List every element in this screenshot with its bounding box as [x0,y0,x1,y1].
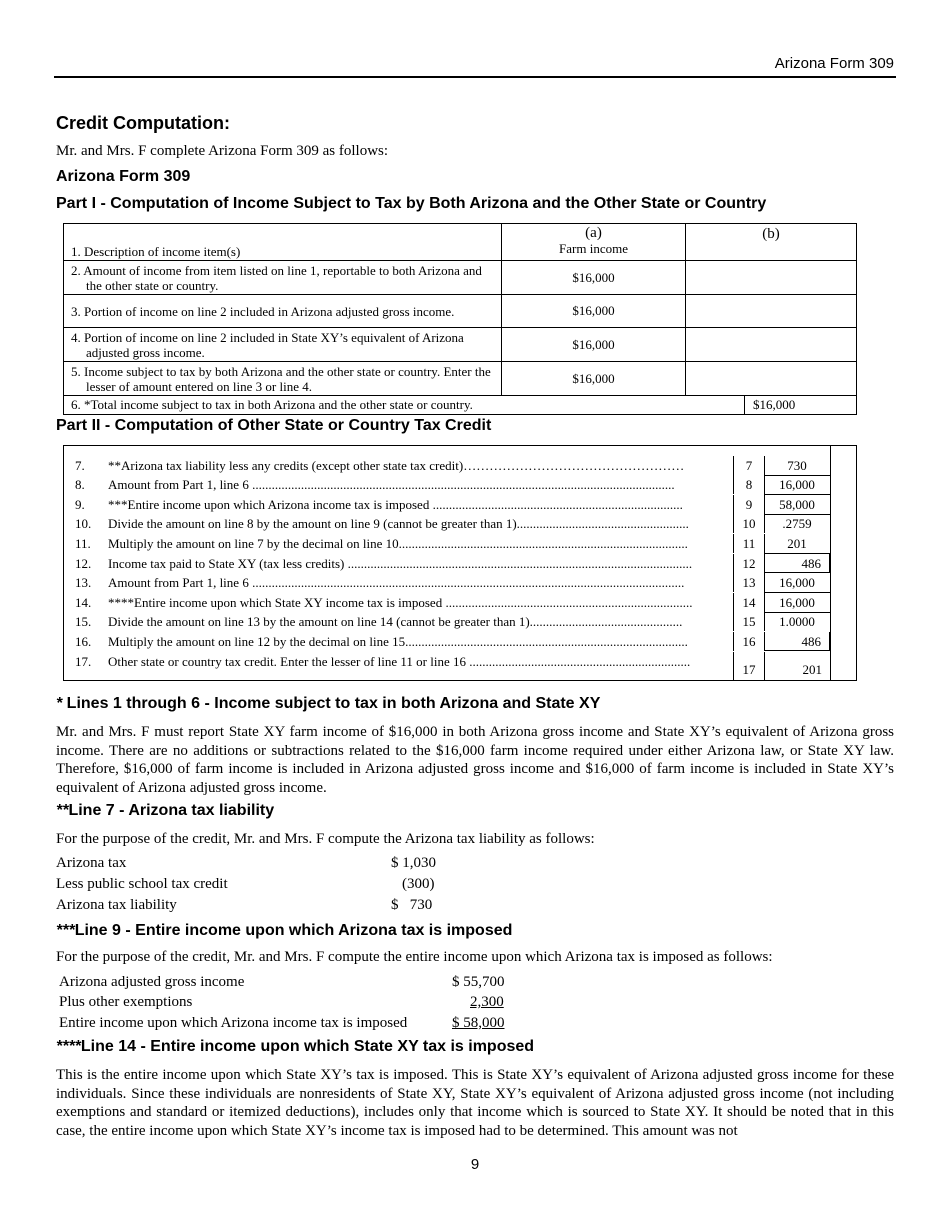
table-row [64,261,857,295]
line-description: Amount from Part 1, line 6 ..................................................................................................................................... [108,575,685,590]
line-value: 16,000 [764,593,831,613]
part2-row-8 [64,475,856,494]
note3-row2-label: Plus other exemptions [59,994,193,1010]
line-value: 58,000 [764,495,831,515]
part1-row4-a: $16,000 [502,328,686,362]
part1-row3-b [686,295,857,328]
table-row [64,396,857,415]
line-number: 15. [75,614,92,629]
line-description: Amount from Part 1, line 6 .................................................................................................................................. [108,477,675,492]
note3-row2-value: 2,300 [470,994,504,1010]
note2-row2-value: (300) [402,876,435,892]
line-number: 8. [75,477,85,492]
line-number: 12. [75,556,92,571]
part1-table [63,223,857,415]
part1-row1-col-a [502,224,686,261]
note2-row1-value: $ 1,030 [391,855,436,871]
page-number: 9 [470,1156,480,1173]
note3-row3-value: $ 58,000 [452,1015,505,1031]
part2-row-13 [64,573,856,592]
part2-row-9 [64,495,856,514]
credit-computation-intro: Mr. and Mrs. F complete Arizona Form 309 as follows: [56,143,389,159]
col-a-header: (a) [585,225,602,241]
line-number: 16. [75,634,92,649]
note3-title: Line 9 - Entire income upon which Arizona tax is imposed [74,922,513,939]
note3-intro: For the purpose of the credit, Mr. and Mrs. F compute the entire income upon which Arizona tax is imposed as follows: [56,949,773,965]
part1-title: Part I - Computation of Income Subject to Tax by Both Arizona and the Other State or Country [56,195,767,212]
part2-row-14 [64,593,856,612]
line-description: ***Entire income upon which Arizona income tax is imposed ............................................................................. [108,497,683,512]
part1-row3-a: $16,000 [502,295,686,328]
table-row [64,224,857,261]
line-number: 7. [75,458,85,473]
line-number: 11. [75,536,91,551]
note1-heading [56,695,600,713]
part1-row2-b [686,261,857,295]
note2-asterisk: ** [56,802,69,819]
part1-row2-desc: 2. Amount of income from item listed on line 1, reportable to both Arizona and the other state or country. [64,261,502,295]
line-value: 486 [764,554,830,573]
line-box-number: 12 [733,554,765,573]
note4-asterisk: **** [56,1038,81,1055]
line-value: 201 [802,662,822,677]
note3-row1-value: $ 55,700 [452,974,505,990]
section-title-credit-computation: Credit Computation: [56,113,230,133]
line-box-number: 17 [733,652,765,680]
line-box-number: 10 [733,514,765,533]
line-box-number: 15 [733,612,765,631]
note4-body: This is the entire income upon which State XY’s tax is imposed. This is State XY’s equivalent of Arizona adjusted gross income for these individuals. Since these individuals are nonresidents of State XY, State XY’s equivalent of Arizona adjusted gross income (not including exemptions and standard or itemized deductions), includes only that income which is sourced to State XY. It should be noted that in this case, the entire income upon which State XY’s income tax is imposed had to be determined. This amount was not [56,1067,894,1140]
line-box-number: 14 [733,593,765,612]
note2-row1-label: Arizona tax [56,855,127,871]
line-value: 486 [764,632,830,651]
line-description: Other state or country tax credit. Enter the lesser of line 11 or line 16 .................................................................... [108,654,691,669]
note2-row2-label: Less public school tax credit [56,876,228,892]
line-box-number: 11 [733,534,765,553]
part1-row5-b [686,362,857,396]
note2-row3-value: $ 730 [391,897,433,913]
table-row [64,362,857,396]
line-description: Income tax paid to State XY (tax less credits) .......................................................................................................... [108,556,693,571]
part2-row-10 [64,514,856,533]
part1-row1-col-b [686,224,857,261]
line-description: ****Entire income upon which State XY income tax is imposed ............................................................................ [108,595,693,610]
note2-row3-label: Arizona tax liability [56,897,177,913]
line-value: 1.0000 [779,614,815,629]
part2-row-12 [64,554,856,573]
part1-row4-b [686,328,857,362]
table-row [64,328,857,362]
col-b-header: (b) [762,226,780,242]
part1-line6-desc: 6. *Total income subject to tax in both Arizona and the other state or country. [71,397,473,412]
table-row [64,295,857,328]
part2-row-17 [64,652,856,680]
line-value: 16,000 [764,573,831,593]
note2-title: Line 7 - Arizona tax liability [68,802,275,819]
line-value: 201 [764,534,831,554]
part2-table [63,445,857,681]
part2-row-7 [64,456,856,475]
part1-row3-desc: 3. Portion of income on line 2 included in Arizona adjusted gross income. [64,295,502,328]
note4-heading [56,1038,534,1056]
note1-body: Mr. and Mrs. F must report State XY farm income of $16,000 in both Arizona gross income and State XY’s equivalent of Arizona gross income. There are no additions or subtractions related to the $16,000 farm income required under either Arizona law, or State XY law. Therefore, $16,000 of farm income is included in Arizona adjusted gross income and $16,000 of farm income is included in State XY’s equivalent of Arizona adjusted gross income. [56,724,894,797]
line-value: 730 [764,456,831,476]
part1-row5-a: $16,000 [502,362,686,396]
part1-row1-a-value: Farm income [559,241,628,256]
line-description: Multiply the amount on line 12 by the decimal on line 15....................................................................................... [108,634,688,649]
line-description: Multiply the amount on line 7 by the decimal on line 10......................................................................................... [108,536,688,551]
note3-row3-label: Entire income upon which Arizona income tax is imposed [59,1015,408,1031]
line-value: .2759 [782,516,812,531]
part1-row4-desc: 4. Portion of income on line 2 included in State XY’s equivalent of Arizona adjusted gross income. [64,328,502,362]
part1-line6-value: $16,000 [744,396,795,414]
part1-row2-a: $16,000 [502,261,686,295]
line-box-number: 7 [733,456,765,475]
line-description: Divide the amount on line 13 by the amount on line 14 (cannot be greater than 1)............................................... [108,614,683,629]
line-description: **Arizona tax liability less any credits (except other state tax credit)…………………………………………… [108,458,685,473]
line-number: 17. [75,654,92,669]
note2-heading [56,802,274,820]
part1-row1-desc: 1. Description of income item(s) [64,224,502,261]
note1-asterisk: * [56,695,63,712]
part2-row-16 [64,632,856,651]
note1-title: Lines 1 through 6 - Income subject to tax in both Arizona and State XY [62,695,601,712]
note2-intro: For the purpose of the credit, Mr. and Mrs. F compute the Arizona tax liability as follows: [56,831,595,847]
line-box-number: 16 [733,632,765,651]
line-number: 13. [75,575,92,590]
header-rule [54,76,896,78]
part2-title: Part II - Computation of Other State or Country Tax Credit [56,417,492,434]
line-box-number: 9 [733,495,765,514]
line-box-number: 13 [733,573,765,592]
part2-row-11 [64,534,856,553]
note4-title: Line 14 - Entire income upon which State XY tax is imposed [80,1038,535,1055]
form-title: Arizona Form 309 [56,168,191,185]
line-box-number: 8 [733,475,765,494]
note3-row1-label: Arizona adjusted gross income [59,974,245,990]
line-value: 16,000 [764,475,831,495]
line-number: 10. [75,516,92,531]
line-description: Divide the amount on line 8 by the amount on line 9 (cannot be greater than 1)..................................................... [108,516,689,531]
note3-asterisk: *** [56,922,75,939]
line-number: 14. [75,595,92,610]
form-header-label: Arizona Form 309 [774,55,894,72]
part1-line6 [64,396,857,415]
part2-row-15 [64,612,856,631]
note3-heading [56,922,512,940]
line-number: 9. [75,497,85,512]
part1-row5-desc: 5. Income subject to tax by both Arizona and the other state or country. Enter the lesser of amount entered on line 3 or line 4. [64,362,502,396]
